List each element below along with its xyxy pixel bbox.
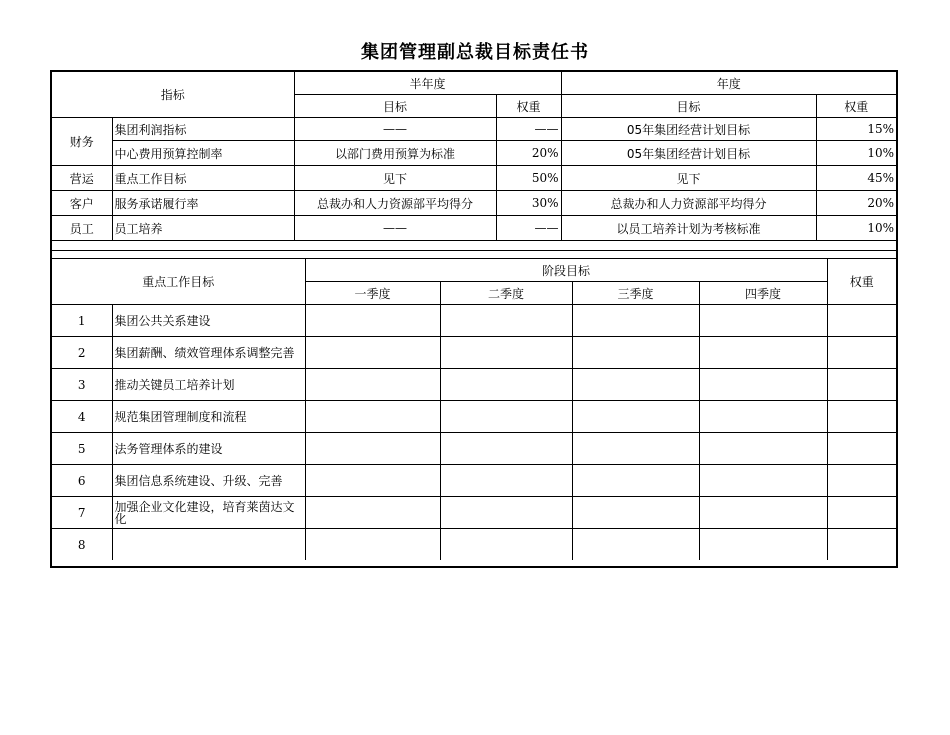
q4-cell — [699, 369, 827, 401]
q2-cell — [440, 465, 572, 497]
category-cell: 财务 — [52, 118, 112, 166]
year-weight-cell: 20% — [816, 191, 896, 216]
row-number: 2 — [52, 337, 112, 369]
header-row-1 — [52, 72, 896, 95]
half-target-cell: 总裁办和人力资源部平均得分 — [294, 191, 496, 216]
half-weight-cell: 30% — [496, 191, 561, 216]
half-weight-cell: 50% — [496, 166, 561, 191]
goal-cell: 规范集团管理制度和流程 — [112, 401, 305, 433]
half-target-cell: —— — [294, 118, 496, 141]
half-target-header: 目标 — [294, 95, 496, 118]
goal-cell: 集团公共关系建设 — [112, 305, 305, 337]
q1-cell — [305, 401, 440, 433]
q1-cell — [305, 497, 440, 529]
q3-cell — [572, 369, 699, 401]
goal-cell: 加强企业文化建设，培育莱茵达文化 — [112, 497, 305, 529]
year-weight-cell: 10% — [816, 216, 896, 241]
half-target-cell: 见下 — [294, 166, 496, 191]
q1-cell — [305, 529, 440, 561]
q2-cell — [440, 401, 572, 433]
table-row — [52, 216, 896, 241]
q2-cell — [440, 369, 572, 401]
table-row — [52, 401, 896, 433]
category-cell: 营运 — [52, 166, 112, 191]
q3-cell — [572, 337, 699, 369]
quarter-1-header: 一季度 — [305, 282, 440, 305]
q2-cell — [440, 529, 572, 561]
item-cell: 服务承诺履行率 — [112, 191, 294, 216]
q3-cell — [572, 305, 699, 337]
year-header: 年度 — [561, 72, 896, 95]
quarter-2-header: 二季度 — [440, 282, 572, 305]
item-cell: 中心费用预算控制率 — [112, 141, 294, 166]
q1-cell — [305, 369, 440, 401]
row-number: 1 — [52, 305, 112, 337]
weight-cell — [827, 529, 896, 561]
year-weight-cell: 10% — [816, 141, 896, 166]
row-number: 3 — [52, 369, 112, 401]
table-row — [52, 191, 896, 216]
stage-goal-header: 阶段目标 — [305, 259, 827, 282]
goals-weight-header: 权重 — [827, 259, 896, 305]
row-number: 6 — [52, 465, 112, 497]
goal-cell: 集团薪酬、绩效管理体系调整完善 — [112, 337, 305, 369]
weight-cell — [827, 465, 896, 497]
half-weight-header: 权重 — [496, 95, 561, 118]
q4-cell — [699, 433, 827, 465]
half-weight-cell: 20% — [496, 141, 561, 166]
half-weight-cell: —— — [496, 118, 561, 141]
half-weight-cell: —— — [496, 216, 561, 241]
goal-cell: 集团信息系统建设、升级、完善 — [112, 465, 305, 497]
weight-cell — [827, 497, 896, 529]
q3-cell — [572, 401, 699, 433]
q1-cell — [305, 465, 440, 497]
year-weight-cell: 15% — [816, 118, 896, 141]
q3-cell — [572, 433, 699, 465]
category-cell: 客户 — [52, 191, 112, 216]
half-target-cell: —— — [294, 216, 496, 241]
key-goals-table — [52, 258, 896, 560]
year-target-cell: 05年集团经营计划目标 — [561, 118, 816, 141]
table-row — [52, 305, 896, 337]
year-target-cell: 见下 — [561, 166, 816, 191]
q4-cell — [699, 497, 827, 529]
q2-cell — [440, 305, 572, 337]
year-target-cell: 05年集团经营计划目标 — [561, 141, 816, 166]
key-goal-header: 重点工作目标 — [52, 259, 305, 305]
half-year-header: 半年度 — [294, 72, 561, 95]
row-number: 8 — [52, 529, 112, 561]
row-number: 7 — [52, 497, 112, 529]
goal-cell — [112, 529, 305, 561]
q3-cell — [572, 465, 699, 497]
item-cell: 员工培养 — [112, 216, 294, 241]
year-target-cell: 以员工培养计划为考核标准 — [561, 216, 816, 241]
year-weight-header: 权重 — [816, 95, 896, 118]
responsibility-form — [50, 70, 898, 568]
table-row — [52, 497, 896, 529]
year-target-header: 目标 — [561, 95, 816, 118]
year-weight-cell: 45% — [816, 166, 896, 191]
q3-cell — [572, 497, 699, 529]
quarter-3-header: 三季度 — [572, 282, 699, 305]
table-row — [52, 465, 896, 497]
quarter-4-header: 四季度 — [699, 282, 827, 305]
q4-cell — [699, 529, 827, 561]
document-title: 集团管理副总裁目标责任书 — [361, 42, 589, 63]
row-number: 4 — [52, 401, 112, 433]
half-target-cell: 以部门费用预算为标准 — [294, 141, 496, 166]
table-row — [52, 118, 896, 141]
item-cell: 集团利润指标 — [112, 118, 294, 141]
q1-cell — [305, 433, 440, 465]
q2-cell — [440, 433, 572, 465]
q1-cell — [305, 305, 440, 337]
table-row — [52, 141, 896, 166]
weight-cell — [827, 369, 896, 401]
indicator-header: 指标 — [52, 72, 294, 118]
q4-cell — [699, 401, 827, 433]
table-row — [52, 433, 896, 465]
q2-cell — [440, 337, 572, 369]
indicator-table — [52, 72, 896, 241]
category-cell: 员工 — [52, 216, 112, 241]
year-target-cell: 总裁办和人力资源部平均得分 — [561, 191, 816, 216]
item-cell: 重点工作目标 — [112, 166, 294, 191]
q2-cell — [440, 497, 572, 529]
q3-cell — [572, 529, 699, 561]
goals-header-row-1 — [52, 259, 896, 282]
weight-cell — [827, 401, 896, 433]
section-divider — [52, 250, 896, 258]
q4-cell — [699, 337, 827, 369]
q1-cell — [305, 337, 440, 369]
table-row — [52, 369, 896, 401]
weight-cell — [827, 305, 896, 337]
table-row — [52, 166, 896, 191]
weight-cell — [827, 433, 896, 465]
goal-cell: 法务管理体系的建设 — [112, 433, 305, 465]
table-row — [52, 529, 896, 561]
goal-cell: 推动关键员工培养计划 — [112, 369, 305, 401]
weight-cell — [827, 337, 896, 369]
q4-cell — [699, 465, 827, 497]
row-number: 5 — [52, 433, 112, 465]
q4-cell — [699, 305, 827, 337]
table-row — [52, 337, 896, 369]
